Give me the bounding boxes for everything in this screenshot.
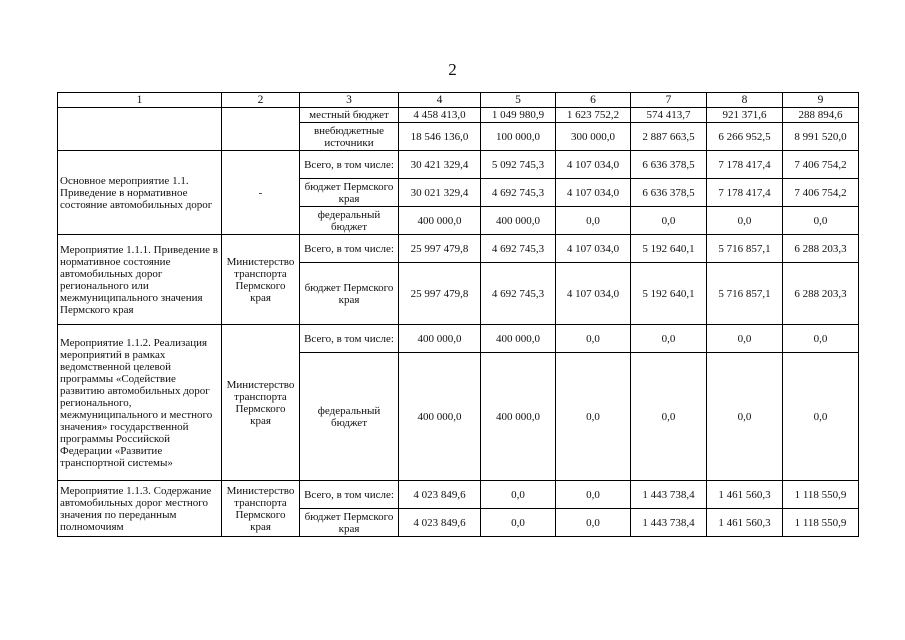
value-cell: 0,0 — [481, 509, 556, 537]
value-cell: 6 636 378,5 — [631, 151, 707, 179]
table-row — [58, 151, 859, 179]
value-cell: 0,0 — [707, 353, 783, 481]
value-cell: 18 546 136,0 — [399, 123, 481, 151]
table-row — [58, 325, 859, 353]
budget-table — [57, 92, 859, 537]
value-cell: 0,0 — [707, 207, 783, 235]
value-cell: 7 406 754,2 — [783, 179, 859, 207]
executor-cell: Министерство транспорта Пермского края — [222, 325, 300, 481]
value-cell: 0,0 — [631, 207, 707, 235]
value-cell: 400 000,0 — [399, 353, 481, 481]
value-cell: 4 023 849,6 — [399, 509, 481, 537]
value-cell: 400 000,0 — [481, 325, 556, 353]
event-cell: Мероприятие 1.1.3. Содержание автомобильных дорог местного значения по переданным полномочиям — [58, 481, 222, 537]
value-cell: 7 406 754,2 — [783, 151, 859, 179]
value-cell: 0,0 — [556, 325, 631, 353]
value-cell: 0,0 — [783, 353, 859, 481]
source-cell: бюджет Пермского края — [300, 263, 399, 325]
value-cell: 2 887 663,5 — [631, 123, 707, 151]
value-cell: 8 991 520,0 — [783, 123, 859, 151]
value-cell: 0,0 — [783, 325, 859, 353]
value-cell: 0,0 — [556, 353, 631, 481]
value-cell: 5 716 857,1 — [707, 263, 783, 325]
value-cell: 288 894,6 — [783, 108, 859, 123]
value-cell: 5 192 640,1 — [631, 263, 707, 325]
value-cell: 25 997 479,8 — [399, 263, 481, 325]
column-header: 4 — [399, 93, 481, 108]
value-cell: 1 461 560,3 — [707, 481, 783, 509]
value-cell: 4 692 745,3 — [481, 179, 556, 207]
value-cell: 6 288 203,3 — [783, 235, 859, 263]
source-cell: федеральный бюджет — [300, 207, 399, 235]
column-header: 6 — [556, 93, 631, 108]
value-cell: 4 692 745,3 — [481, 235, 556, 263]
column-header: 8 — [707, 93, 783, 108]
event-cell: Основное мероприятие 1.1. Приведение в нормативное состояние автомобильных дорог — [58, 151, 222, 235]
value-cell: 1 443 738,4 — [631, 481, 707, 509]
value-cell: 0,0 — [783, 207, 859, 235]
value-cell: 4 107 034,0 — [556, 179, 631, 207]
value-cell: 4 023 849,6 — [399, 481, 481, 509]
value-cell: 6 636 378,5 — [631, 179, 707, 207]
source-cell: Всего, в том числе: — [300, 325, 399, 353]
value-cell: 0,0 — [556, 509, 631, 537]
value-cell: 574 413,7 — [631, 108, 707, 123]
value-cell: 7 178 417,4 — [707, 179, 783, 207]
column-header: 5 — [481, 93, 556, 108]
executor-cell: Министерство транспорта Пермского края — [222, 235, 300, 325]
value-cell: 1 461 560,3 — [707, 509, 783, 537]
value-cell: 400 000,0 — [481, 207, 556, 235]
column-header: 7 — [631, 93, 707, 108]
source-cell: Всего, в том числе: — [300, 481, 399, 509]
value-cell: 1 443 738,4 — [631, 509, 707, 537]
source-cell: бюджет Пермского края — [300, 179, 399, 207]
value-cell: 0,0 — [556, 207, 631, 235]
source-cell: Всего, в том числе: — [300, 151, 399, 179]
executor-cell: Министерство транспорта Пермского края — [222, 481, 300, 537]
value-cell: 30 421 329,4 — [399, 151, 481, 179]
value-cell: 400 000,0 — [399, 207, 481, 235]
value-cell: 4 107 034,0 — [556, 263, 631, 325]
value-cell: 1 049 980,9 — [481, 108, 556, 123]
value-cell: 400 000,0 — [481, 353, 556, 481]
source-cell: внебюджетные источники — [300, 123, 399, 151]
value-cell: 400 000,0 — [399, 325, 481, 353]
value-cell: 5 192 640,1 — [631, 235, 707, 263]
header-row — [58, 93, 859, 108]
source-cell: местный бюджет — [300, 108, 399, 123]
value-cell: 1 118 550,9 — [783, 509, 859, 537]
value-cell: 0,0 — [707, 325, 783, 353]
value-cell: 30 021 329,4 — [399, 179, 481, 207]
value-cell: 0,0 — [631, 353, 707, 481]
column-header: 1 — [58, 93, 222, 108]
value-cell: 4 107 034,0 — [556, 151, 631, 179]
event-cell: Мероприятие 1.1.2. Реализация мероприятий в рамках ведомственной целевой программы «Содействие развитию автомобильных дорог регионального, межмуниципального и местного значения» государственной программы Российской Федерации «Развитие транспортной системы» — [58, 325, 222, 481]
value-cell: 1 623 752,2 — [556, 108, 631, 123]
page-number: 2 — [448, 60, 457, 79]
value-cell: 0,0 — [481, 481, 556, 509]
value-cell: 921 371,6 — [707, 108, 783, 123]
executor-cell — [222, 108, 300, 151]
value-cell: 4 692 745,3 — [481, 263, 556, 325]
source-cell: Всего, в том числе: — [300, 235, 399, 263]
value-cell: 0,0 — [556, 481, 631, 509]
executor-cell: - — [222, 151, 300, 235]
value-cell: 4 107 034,0 — [556, 235, 631, 263]
value-cell: 0,0 — [631, 325, 707, 353]
column-header: 9 — [783, 93, 859, 108]
table-row — [58, 481, 859, 509]
value-cell: 4 458 413,0 — [399, 108, 481, 123]
value-cell: 6 266 952,5 — [707, 123, 783, 151]
value-cell: 7 178 417,4 — [707, 151, 783, 179]
value-cell: 300 000,0 — [556, 123, 631, 151]
source-cell: федеральный бюджет — [300, 353, 399, 481]
value-cell: 25 997 479,8 — [399, 235, 481, 263]
table-row — [58, 235, 859, 263]
value-cell: 5 716 857,1 — [707, 235, 783, 263]
column-header: 2 — [222, 93, 300, 108]
table-row — [58, 108, 859, 123]
value-cell: 100 000,0 — [481, 123, 556, 151]
value-cell: 5 092 745,3 — [481, 151, 556, 179]
value-cell: 6 288 203,3 — [783, 263, 859, 325]
source-cell: бюджет Пермского края — [300, 509, 399, 537]
event-cell — [58, 108, 222, 151]
column-header: 3 — [300, 93, 399, 108]
event-cell: Мероприятие 1.1.1. Приведение в нормативное состояние автомобильных дорог регионального или межмуниципального значения Пермского края — [58, 235, 222, 325]
value-cell: 1 118 550,9 — [783, 481, 859, 509]
